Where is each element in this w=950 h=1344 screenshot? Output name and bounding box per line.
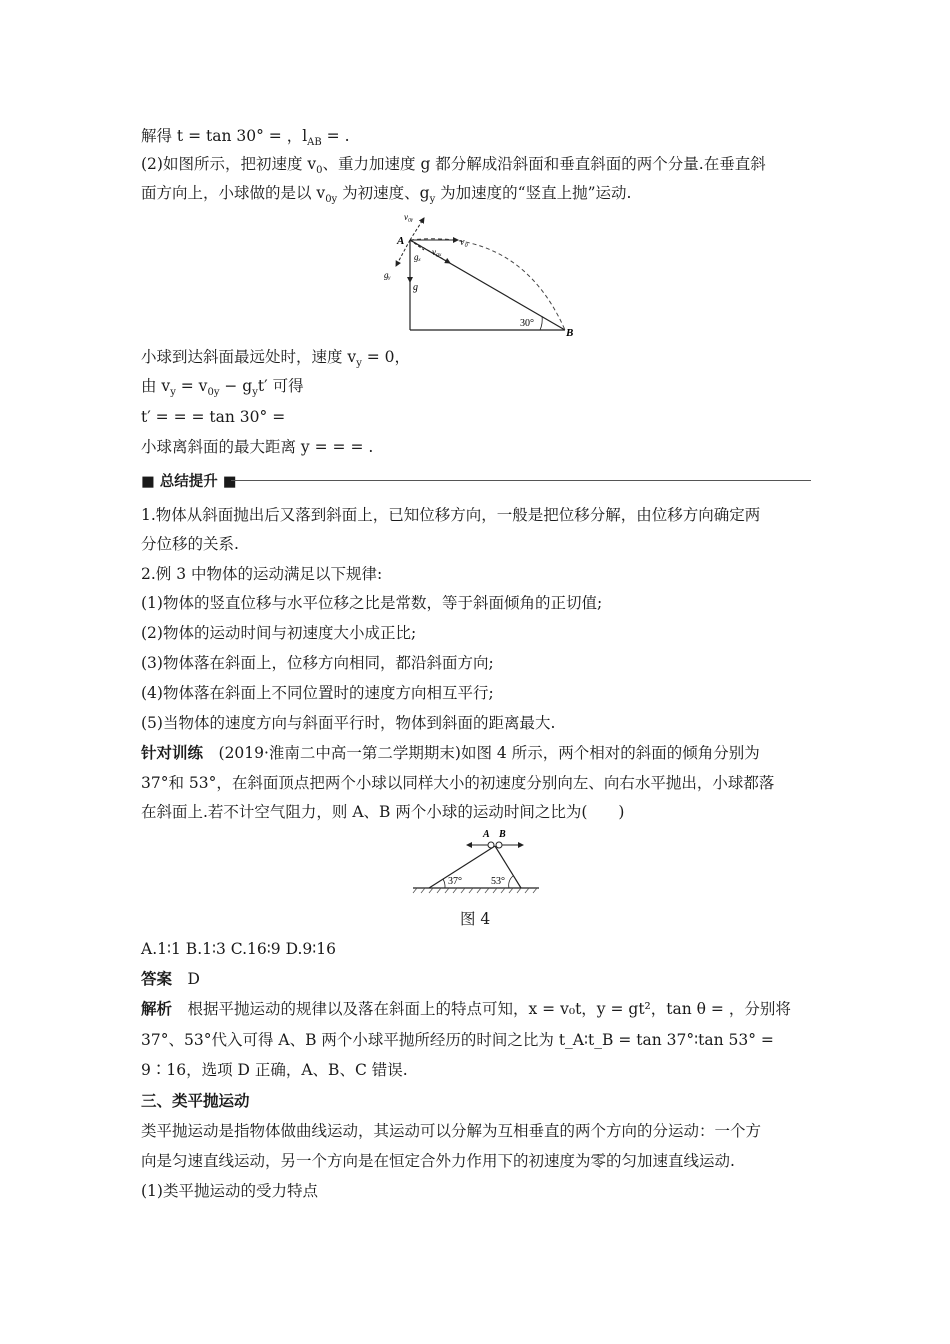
label-angle: 30° [520, 318, 534, 329]
answer-value: D [172, 970, 200, 988]
summary-p1a: 1.物体从斜面抛出后又落到斜面上，已知位移方向，一般是把位移分解，由位移方向确定两 [141, 506, 761, 524]
text: 为加速度的“竖直上抛”运动. [435, 184, 632, 202]
summary-rule [231, 480, 811, 481]
summary-tag: ■ 总结提升 ■ [141, 474, 237, 490]
label-v0y: v₀ᵧ [404, 212, 414, 222]
subscript: 0 [316, 165, 323, 177]
derivation-line-3: t′ = = = tan 30° = [141, 408, 286, 426]
subscript: 0y [207, 387, 220, 399]
label-v0x: v₀ₓ [432, 247, 442, 257]
label-v0: v₀ [460, 237, 468, 248]
text: 面方向上，小球做的是以 v [141, 184, 326, 202]
summary-item-5: (5)当物体的速度方向与斜面平行时，物体到斜面的距离最大. [141, 714, 556, 732]
analysis-line-1 [141, 998, 791, 1020]
analysis-line-3: 9∶16，选项 D 正确，A、B、C 错误. [141, 1061, 408, 1079]
summary-header [141, 470, 811, 490]
text: 为初速度、g [337, 184, 430, 202]
answer-line [141, 968, 200, 990]
subscript: y [356, 358, 362, 370]
subscript: y [252, 387, 258, 399]
text: 小球到达斜面最远处时，速度 v [141, 348, 357, 366]
answer-label: 答案 [141, 970, 173, 988]
ground-hatch [413, 888, 537, 893]
exercise-label: 针对训练 [141, 744, 204, 762]
summary-item-1: (1)物体的竖直位移与水平位移之比是常数，等于斜面倾角的正切值; [141, 594, 603, 612]
figure-4-caption: 图 4 [460, 910, 491, 928]
text: t′ 可得 [257, 377, 304, 395]
left-incline [429, 846, 495, 888]
section-3-title: 三、类平抛运动 [141, 1092, 250, 1110]
text: 、重力加速度 g 都分解成沿斜面和垂直斜面的两个分量.在垂直斜 [322, 155, 766, 173]
fig4-label-A: A [483, 829, 490, 840]
incline-decomposition-figure [370, 208, 590, 340]
derivation-line-2 [141, 375, 304, 404]
section-3-p1: 类平抛运动是指物体做曲线运动，其运动可以分解为互相垂直的两个方向的分运动：一个方 [141, 1122, 762, 1140]
text: 由 v [141, 377, 171, 395]
fig4-angle-53: 53° [491, 876, 505, 887]
subscript: 0y [325, 194, 338, 206]
section-3-p2: 向是匀速直线运动，另一个方向是在恒定合外力作用下的初速度为零的匀加速直线运动. [141, 1152, 735, 1170]
right-angle-arc [509, 876, 513, 888]
label-A: A [397, 235, 405, 247]
label-g: g [413, 282, 418, 293]
left-angle-arc [443, 879, 445, 888]
text: 根据平抛运动的规律以及落在斜面上的特点可知，x = v₀t，y = gt²，tan θ = ，分别将 [172, 1000, 791, 1018]
solution-text: 解得 t = tan 30° = ，l [141, 127, 308, 145]
derivation-line-4: 小球离斜面的最大距离 y = = = . [141, 438, 374, 456]
gx-arrow [410, 240, 424, 250]
solution-text-tail: = . [321, 127, 350, 145]
summary-p1b: 分位移的关系. [141, 535, 239, 553]
summary-item-4: (4)物体落在斜面上不同位置时的速度方向相互平行; [141, 684, 494, 702]
text: = v [175, 377, 208, 395]
ball-A [488, 842, 494, 848]
summary-item-2: (2)物体的运动时间与初速度大小成正比; [141, 624, 417, 642]
summary-item-3: (3)物体落在斜面上，位移方向相同，都沿斜面方向; [141, 654, 494, 672]
solution-line-1 [141, 125, 350, 154]
fig4-label-B: B [499, 829, 506, 840]
text: = 0， [361, 348, 411, 366]
label-B: B [566, 327, 574, 339]
part2-line-2 [141, 182, 631, 211]
exercise-line-3: 在斜面上.若不计空气阻力，则 A、B 两个小球的运动时间之比为( ) [141, 803, 625, 821]
subscript: y [429, 194, 436, 206]
section-3-p3: (1)类平抛运动的受力特点 [141, 1182, 318, 1200]
exercise-line-2: 37°和 53°，在斜面顶点把两个小球以同样大小的初速度分别向左、向右水平抛出，小球都落 [141, 774, 775, 792]
label-gx: gₓ [414, 252, 422, 262]
figure-4-inclines [405, 826, 545, 898]
subscript: AB [307, 137, 322, 149]
fig4-angle-37: 37° [448, 876, 462, 887]
text: (2019·淮南二中高一第二学期期末)如图 4 所示，两个相对的斜面的倾角分别为 [203, 744, 760, 762]
ball-B [496, 842, 502, 848]
derivation-line-1 [141, 346, 410, 375]
subscript: y [170, 387, 176, 399]
exercise-line-1 [141, 742, 760, 764]
options-line: A.1∶1 B.1∶3 C.16∶9 D.9∶16 [141, 940, 337, 958]
analysis-label: 解析 [141, 1000, 173, 1018]
part2-line-1 [141, 153, 766, 182]
text: (2)如图所示，把初速度 v [141, 155, 317, 173]
text: − g [219, 377, 253, 395]
angle-arc [540, 316, 542, 330]
summary-p2: 2.例 3 中物体的运动满足以下规律: [141, 565, 383, 583]
analysis-line-2: 37°、53°代入可得 A、B 两个小球平抛所经历的时间之比为 t_A∶t_B = tan 37°∶tan 53° = [141, 1031, 774, 1049]
label-gy: gᵧ [384, 270, 391, 280]
